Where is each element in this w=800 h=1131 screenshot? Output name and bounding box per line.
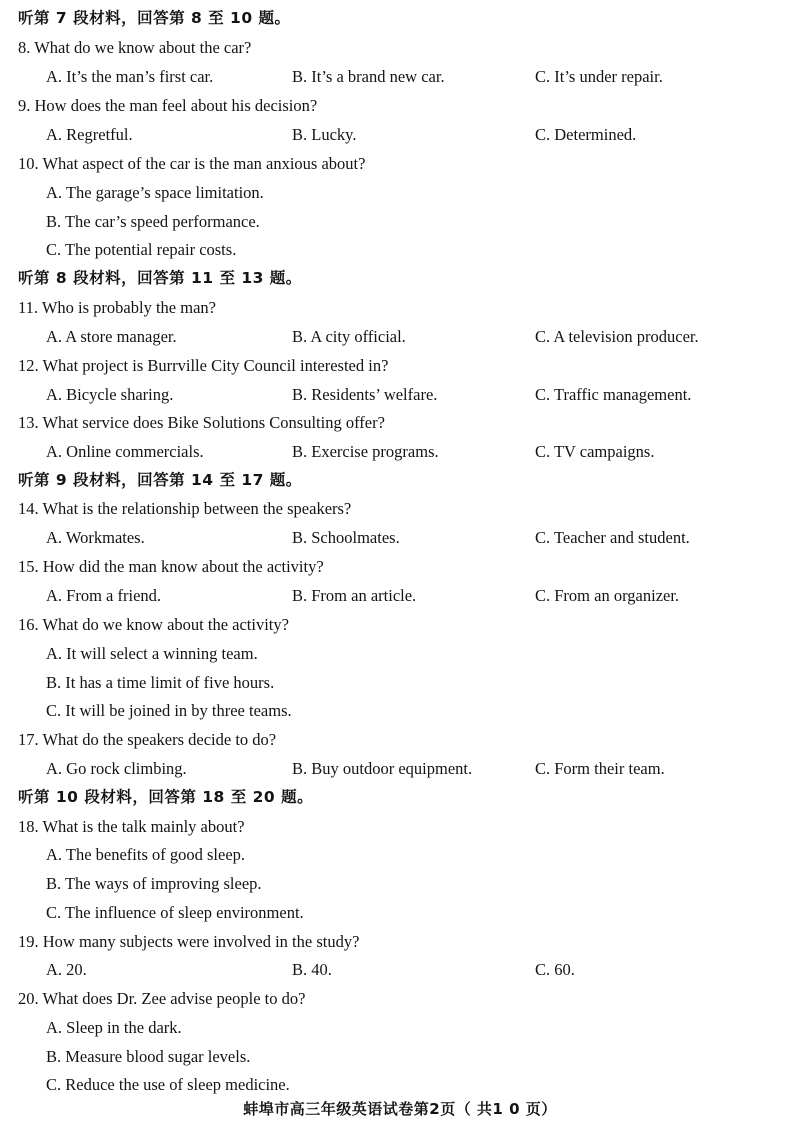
option-a: A. It will select a winning team.	[46, 644, 258, 663]
option-a: A. Workmates.	[46, 528, 145, 547]
question-stem: 9. How does the man feel about his decision?	[18, 96, 318, 115]
option-c: C. The influence of sleep environment.	[46, 903, 304, 922]
question-stem: 10. What aspect of the car is the man anxious about?	[18, 154, 366, 173]
section-heading: 听第 10 段材料，回答第 18 至 20 题。	[18, 788, 314, 806]
section-heading: 听第 7 段材料，回答第 8 至 10 题。	[18, 9, 291, 27]
question-stem: 18. What is the talk mainly about?	[18, 817, 245, 836]
option-c: C. Teacher and student.	[535, 528, 690, 547]
option-c: C. TV campaigns.	[535, 442, 655, 461]
option-b: B. It’s a brand new car.	[292, 67, 445, 86]
question-stem: 17. What do the speakers decide to do?	[18, 730, 277, 749]
option-c: C. It’s under repair.	[535, 67, 663, 86]
section-heading: 听第 9 段材料，回答第 14 至 17 题。	[18, 471, 302, 489]
section-heading: 听第 8 段材料，回答第 11 至 13 题。	[18, 269, 302, 287]
option-b: B. Schoolmates.	[292, 528, 400, 547]
option-c: C. A television producer.	[535, 327, 699, 346]
option-a: A. A store manager.	[46, 327, 177, 346]
option-a: A. 20.	[46, 960, 87, 979]
option-a: A. Sleep in the dark.	[46, 1018, 182, 1037]
question-stem: 8. What do we know about the car?	[18, 38, 252, 57]
option-b: B. It has a time limit of five hours.	[46, 673, 275, 692]
option-a: A. The benefits of good sleep.	[46, 845, 246, 864]
option-c: C. Determined.	[535, 125, 637, 144]
option-b: B. Residents’ welfare.	[292, 385, 438, 404]
option-a: A. Bicycle sharing.	[46, 385, 174, 404]
option-b: B. Measure blood sugar levels.	[46, 1047, 251, 1066]
option-c: C. Form their team.	[535, 759, 665, 778]
option-c: C. From an organizer.	[535, 586, 680, 605]
question-stem: 12. What project is Burrville City Council interested in?	[18, 356, 389, 375]
option-a: A. Online commercials.	[46, 442, 204, 461]
option-a: A. Go rock climbing.	[46, 759, 187, 778]
option-b: B. The car’s speed performance.	[46, 212, 260, 231]
option-c: C. It will be joined in by three teams.	[46, 701, 292, 720]
option-a: A. Regretful.	[46, 125, 133, 144]
question-stem: 16. What do we know about the activity?	[18, 615, 289, 634]
option-c: C. Traffic management.	[535, 385, 692, 404]
question-stem: 19. How many subjects were involved in the study?	[18, 932, 360, 951]
option-b: B. Buy outdoor equipment.	[292, 759, 473, 778]
option-b: B. Exercise programs.	[292, 442, 439, 461]
option-b: B. Lucky.	[292, 125, 357, 144]
option-a: A. From a friend.	[46, 586, 162, 605]
option-a: A. The garage’s space limitation.	[46, 183, 264, 202]
option-a: A. It’s the man’s first car.	[46, 67, 214, 86]
option-b: B. 40.	[292, 960, 332, 979]
question-stem: 11. Who is probably the man?	[18, 298, 216, 317]
option-b: B. From an article.	[292, 586, 417, 605]
question-stem: 15. How did the man know about the activity?	[18, 557, 324, 576]
question-stem: 14. What is the relationship between the speakers?	[18, 499, 352, 518]
option-c: C. 60.	[535, 960, 575, 979]
option-b: B. The ways of improving sleep.	[46, 874, 262, 893]
option-c: C. Reduce the use of sleep medicine.	[46, 1075, 290, 1094]
question-stem: 13. What service does Bike Solutions Consulting offer?	[18, 413, 385, 432]
page-footer: 蚌埠市高三年级英语试卷第2页（ 共1 0 页）	[243, 1100, 557, 1118]
option-c: C. The potential repair costs.	[46, 240, 237, 259]
question-stem: 20. What does Dr. Zee advise people to do?	[18, 989, 306, 1008]
option-b: B. A city official.	[292, 327, 406, 346]
